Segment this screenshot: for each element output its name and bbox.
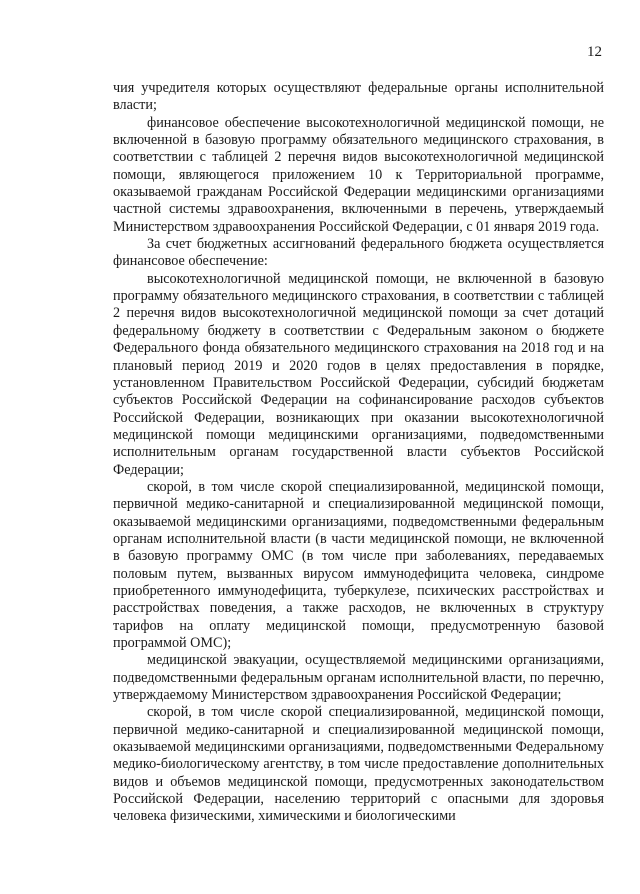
paragraph-continuation: чия учредителя которых осуществляют федеральные органы исполнительной власти; <box>113 80 604 114</box>
page-number: 12 <box>587 44 602 60</box>
paragraph: медицинской эвакуации, осуществляемой медицинскими организациями, подведомственными федеральным органам исполнительной власти, по перечню, утверждаемому Министерством здравоохранения Российской Федерации; <box>113 652 604 704</box>
paragraph: За счет бюджетных ассигнований федерального бюджета осуществляется финансовое обеспечение: <box>113 236 604 270</box>
paragraph: высокотехнологичной медицинской помощи, не включенной в базовую программу обязательного медицинского страхования, в соответствии с таблицей 2 перечня видов высокотехнологичной медицинской помощи за счет дотаций федеральному бюджету в соответствии с Федеральным законом о бюджете Федерального фонда обязательного медицинского страхования на 2018 год и на плановый период 2019 и 2020 годов в целях предоставления в порядке, установленном Правительством Российской Федерации, субсидий бюджетам субъектов Российской Федерации на софинансирование расходов субъектов Российской Федерации, возникающих при оказании высокотехнологичной медицинской помощи медицинскими организациями, подведомственными исполнительным органам государственной власти субъектов Российской Федерации; <box>113 270 604 478</box>
paragraph: скорой, в том числе скорой специализированной, медицинской помощи, первичной медико-санитарной и специализированной медицинской помощи, оказываемой медицинскими организациями, подведомственными федеральным органам исполнительной власти (в части медицинской помощи, не включенной в базовую программу ОМС (в том числе при заболеваниях, передаваемых половым путем, вызванных вирусом иммунодефицита человека, синдроме приобретенного иммунодефицита, туберкулезе, психических расстройствах и расстройствах поведения, а также расходов, не включенных в структуру тарифов на оплату медицинской помощи, предусмотренную базовой программой ОМС); <box>113 478 604 651</box>
paragraph: финансовое обеспечение высокотехнологичной медицинской помощи, не включенной в базовую программу обязательного медицинского страхования, в соответствии с таблицей 2 перечня видов высокотехнологичной медицинской помощи, являющегося приложением 10 к Территориальной программе, оказываемой гражданам Российской Федерации медицинскими организациями частной системы здравоохранения, включенными в перечень, утверждаемый Министерством здравоохранения Российской Федерации, с 01 января 2019 года. <box>113 114 604 235</box>
paragraph: скорой, в том числе скорой специализированной, медицинской помощи, первичной медико-санитарной и специализированной медицинской помощи, оказываемой медицинскими организациями, подведомственными Федеральному медико-биологическому агентству, в том числе предоставление дополнительных видов и объемов медицинской помощи, предусмотренных законодательством Российской Федерации, населению территорий с опасными для здоровья человека физическими, химическими и биологическими <box>113 704 604 825</box>
document-body <box>113 80 604 826</box>
